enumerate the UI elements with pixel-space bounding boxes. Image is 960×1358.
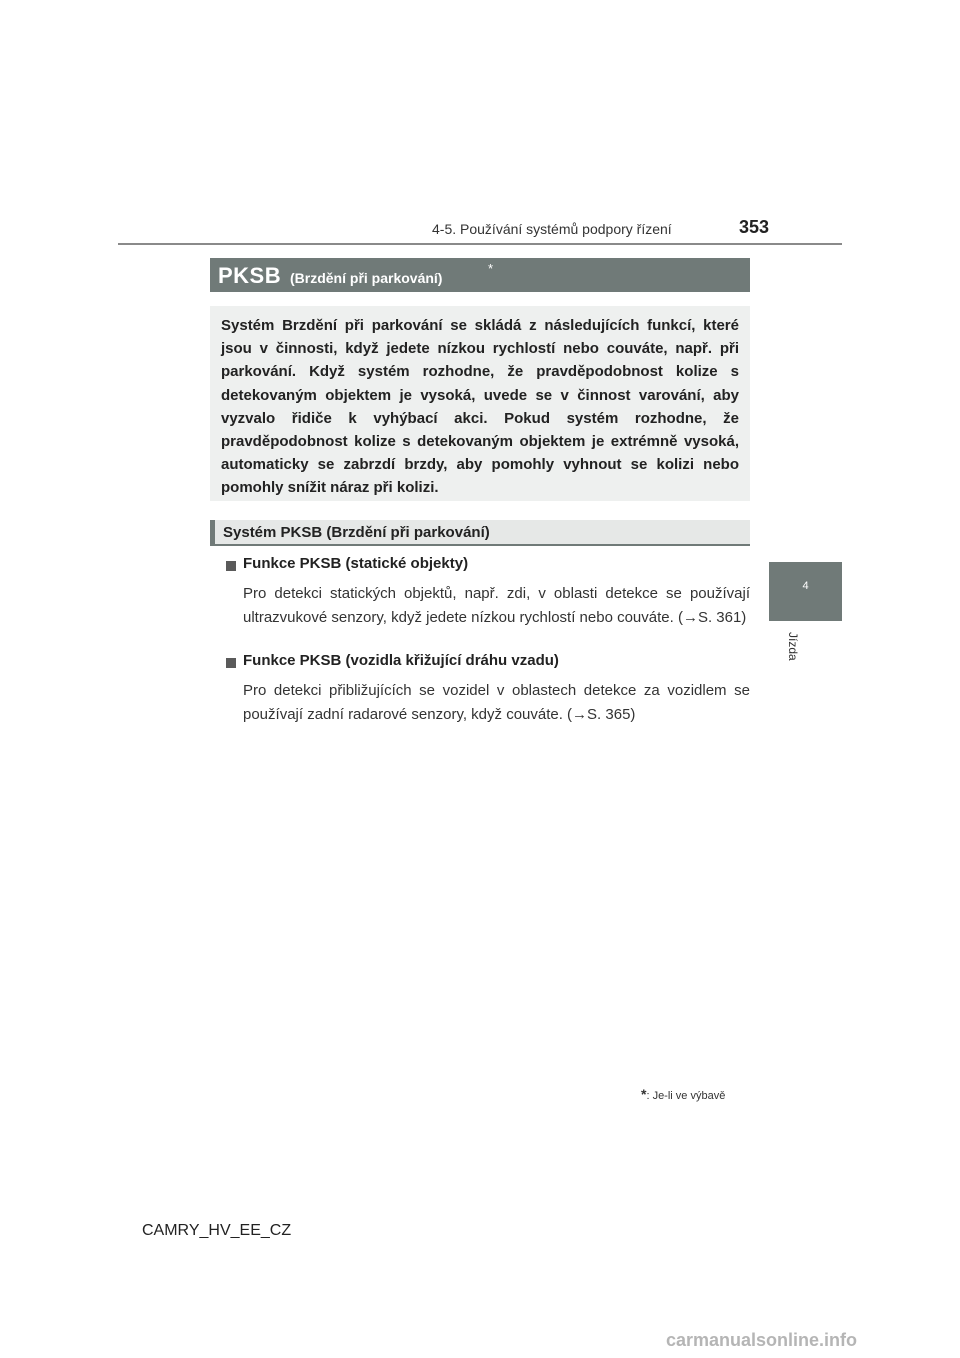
intro-box xyxy=(210,306,750,501)
square-bullet-icon xyxy=(226,561,236,571)
chapter-number: 4 xyxy=(802,580,809,592)
section-title-marker: * xyxy=(488,261,494,276)
header-section-title: 4-5. Používání systémů podpory řízení xyxy=(432,221,672,237)
section-title-sub: (Brzdění při parkování) xyxy=(290,270,443,286)
section-title-bar xyxy=(210,258,750,292)
footnote-text: : Je-li ve výbavě xyxy=(646,1090,726,1102)
subsection-title: Systém PKSB (Brzdění při parkování) xyxy=(223,524,490,541)
item-body: Pro detekci přibližujících se vozidel v oblastech detekce za vozidlem se používají zadní radarové senzory, když couváte. (→S. 365) xyxy=(243,682,750,723)
chapter-label xyxy=(786,632,800,668)
subsection-accent xyxy=(210,520,215,544)
chapter-tab[interactable] xyxy=(769,562,842,621)
item-body: Pro detekci statických objektů, např. zdi, v oblasti detekce se používají ultrazvukové senzory, když jedete nízkou rychlostí nebo couváte. (→S. 361) xyxy=(243,585,750,626)
document-code: CAMRY_HV_EE_CZ xyxy=(142,1222,292,1239)
watermark: carmanualsonline.info xyxy=(666,1330,858,1350)
subsection-header xyxy=(210,520,750,546)
item-title: Funkce PKSB (statické objekty) xyxy=(243,555,469,572)
section-title-main: PKSB xyxy=(218,263,282,288)
header-rule xyxy=(118,243,842,245)
item-title: Funkce PKSB (vozidla křižující dráhu vzadu) xyxy=(243,652,559,669)
footnote xyxy=(641,1086,725,1102)
chapter-name: Jízda xyxy=(786,632,800,661)
footnote-marker: * xyxy=(641,1086,647,1102)
page-number: 353 xyxy=(739,217,770,237)
intro-text: Systém Brzdění při parkování se skládá z následujících funkcí, které jsou v činnosti, když jedete nízkou rychlostí nebo couváte, např. při parkování. Když systém rozhodne, že pravděpodobnost kolize s detekovaným objektem je vysoká, uvede se v činnost varování, aby vyzvalo řidiče k vyhýbací akci. Pokud systém rozhodne, že pravděpodobnost kolize s detekovaným objektem je extrémně vysoká, automaticky se zabrzdí brzdy, aby pomohly vyhnout se kolizi nebo pomohly snížit náraz při kolizi. xyxy=(221,317,739,497)
square-bullet-icon xyxy=(226,658,236,668)
